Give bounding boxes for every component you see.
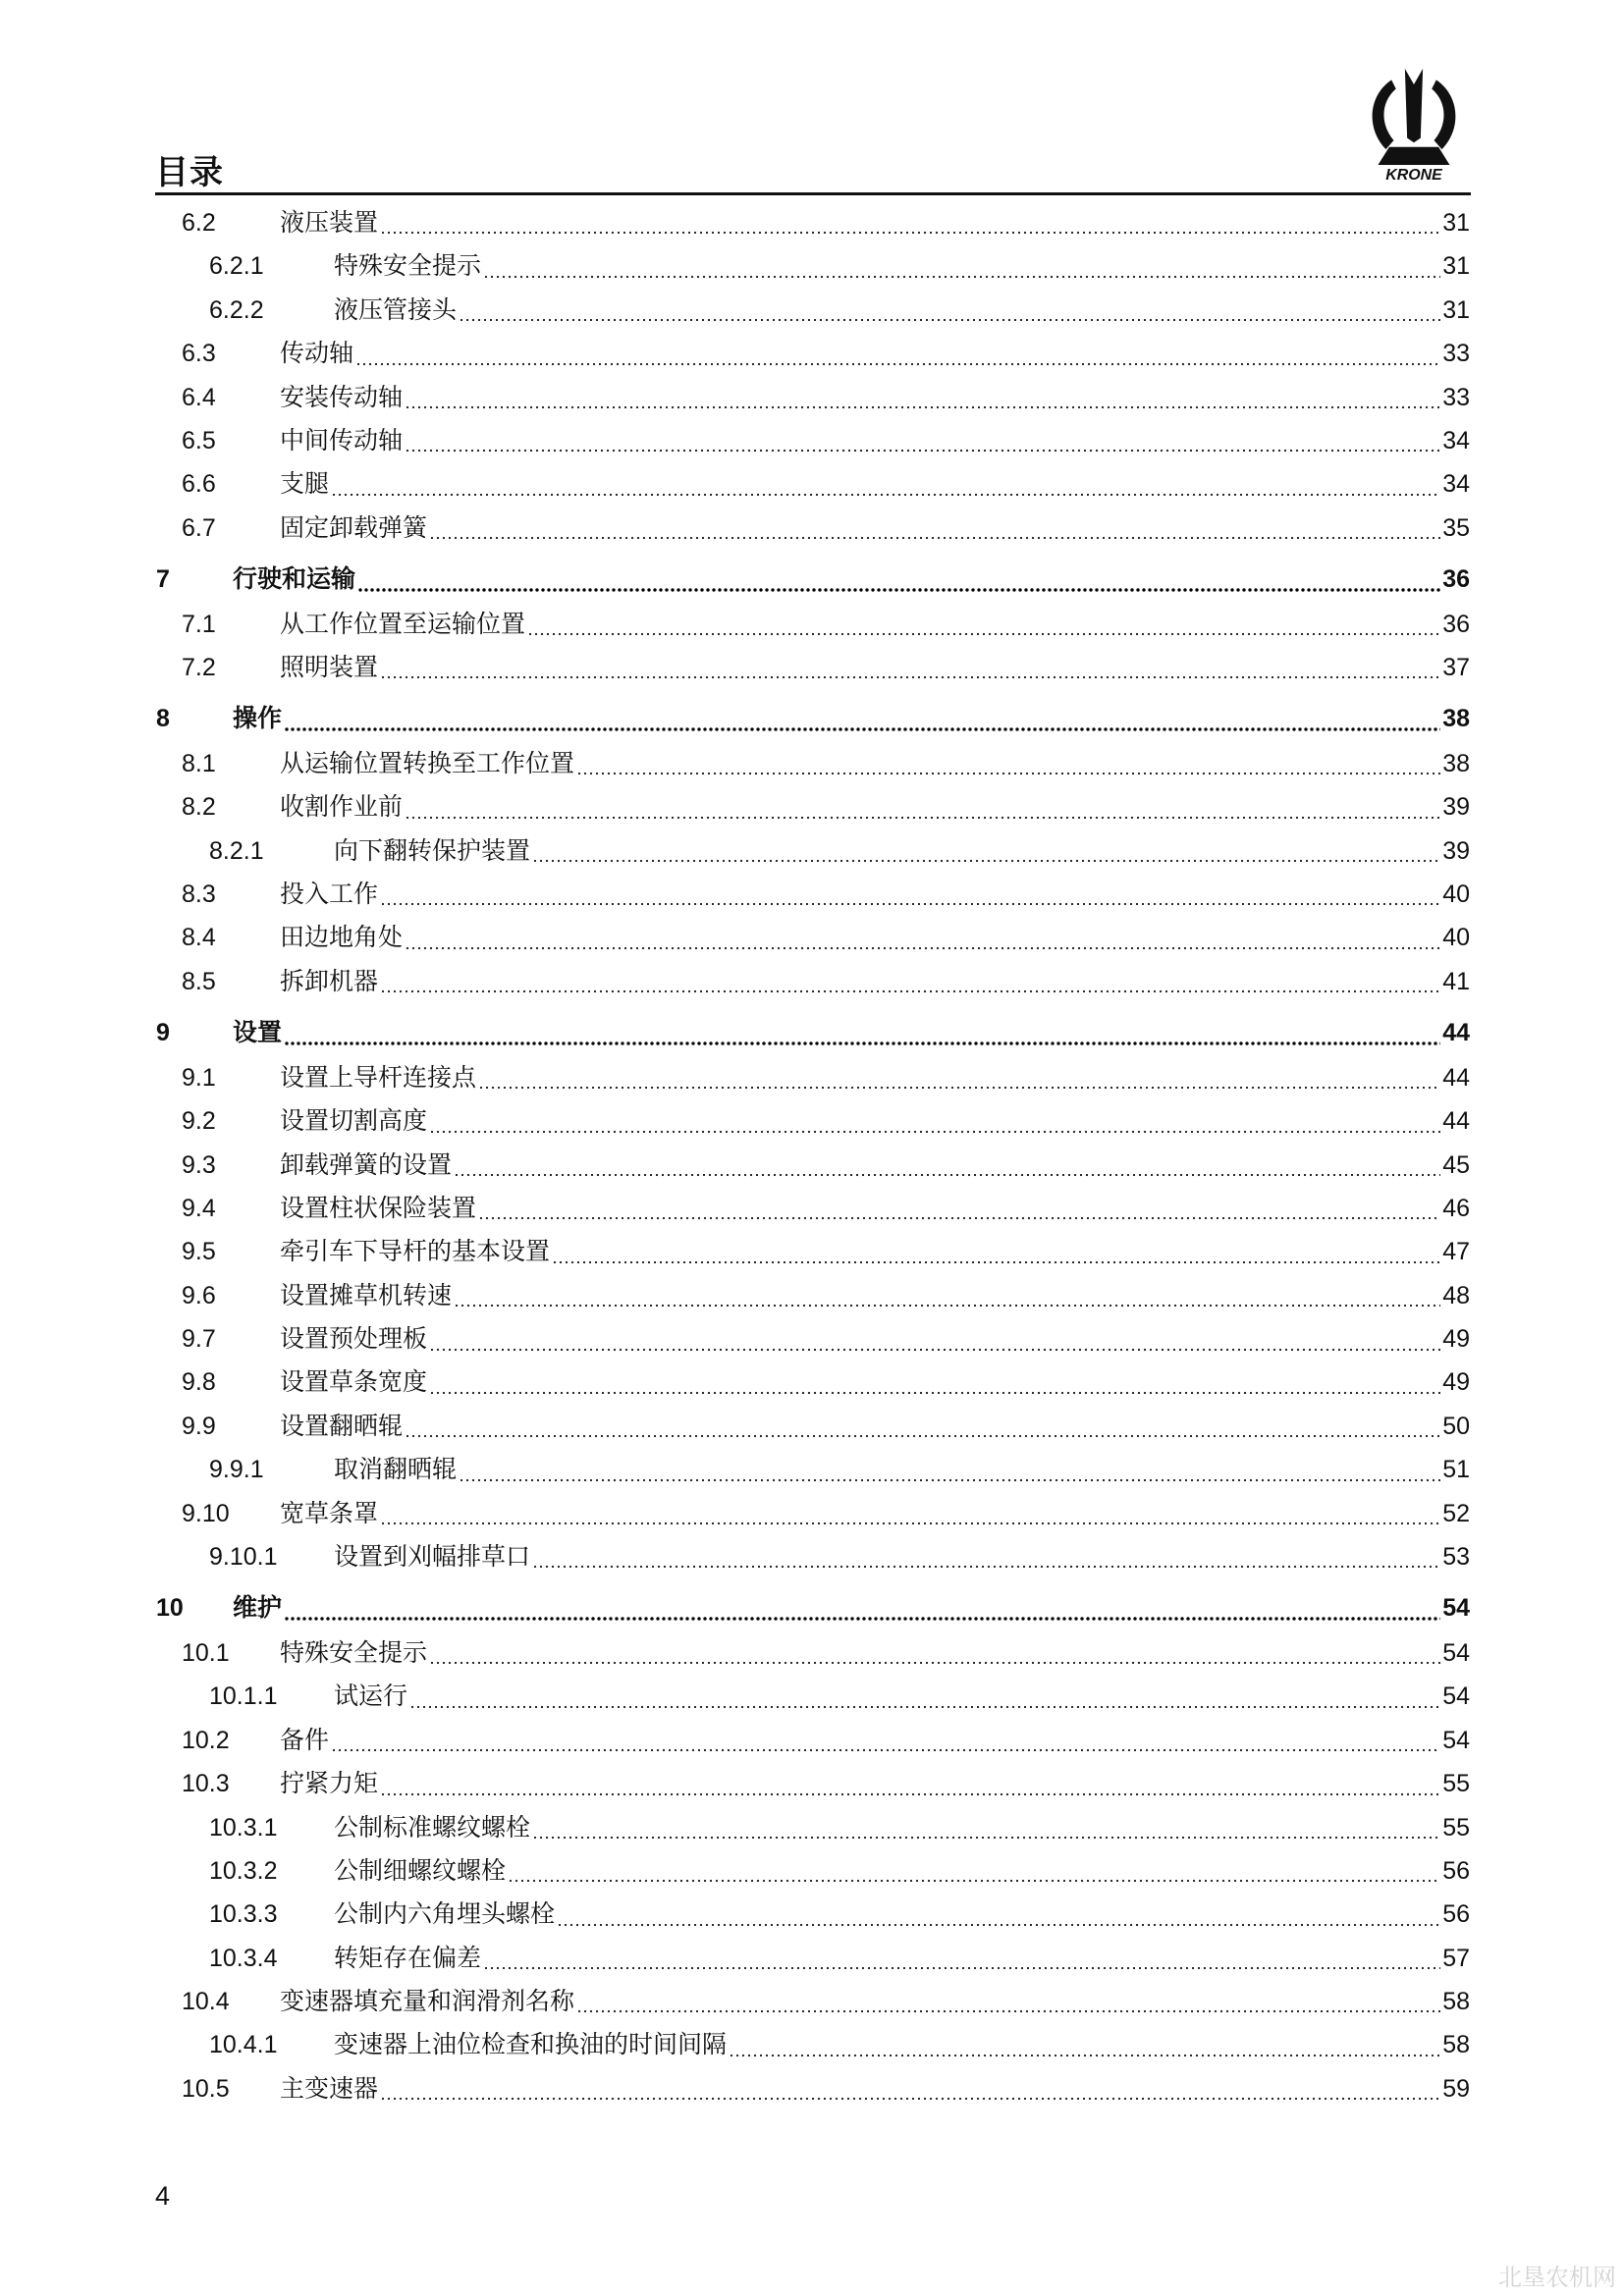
entry-title: 设置草条宽度	[280, 1368, 428, 1397]
toc-entry[interactable]	[0, 1762, 1624, 1805]
entry-title: 传动轴	[280, 340, 354, 368]
entry-line	[334, 1448, 1470, 1491]
entry-page: 54	[1442, 1638, 1470, 1667]
entry-title: 田边地角处	[280, 924, 404, 952]
dot-leader	[284, 706, 1440, 731]
entry-title: 支腿	[280, 470, 330, 499]
entry-title: 设置摊草机转速	[280, 1281, 453, 1309]
toc-entry[interactable]	[0, 1187, 1624, 1230]
entry-page: 33	[1442, 383, 1470, 411]
entry-line	[280, 1361, 1470, 1404]
entry-line	[280, 1492, 1470, 1535]
entry-title: 从运输位置转换至工作位置	[280, 749, 575, 777]
entry-line	[233, 558, 1470, 601]
toc-entry[interactable]	[0, 289, 1624, 332]
entry-title: 操作	[233, 705, 283, 733]
toc-entry[interactable]	[0, 1631, 1624, 1675]
entry-title: 设置柱状保险装置	[280, 1194, 477, 1222]
entry-line	[280, 1631, 1470, 1675]
entry-page: 33	[1442, 340, 1470, 368]
dot-leader	[552, 1239, 1440, 1264]
entry-title: 拧紧力矩	[280, 1770, 379, 1798]
entry-page: 57	[1442, 1944, 1470, 1972]
dot-leader	[576, 1988, 1440, 2013]
entry-title: 牵引车下导杆的基本设置	[280, 1238, 551, 1266]
entry-number: 10.1.1	[209, 1682, 278, 1711]
entry-page: 37	[1442, 654, 1470, 682]
toc-entry[interactable]	[0, 376, 1624, 419]
entry-line	[280, 201, 1470, 244]
dot-leader	[429, 1639, 1440, 1665]
entry-number: 9.2	[182, 1107, 216, 1136]
entry-number: 10.1	[182, 1638, 230, 1667]
entry-line	[280, 1144, 1470, 1187]
page-number: 4	[155, 2181, 171, 2211]
entry-number: 9	[156, 1019, 170, 1047]
entry-number: 9.6	[182, 1281, 216, 1309]
entry-line	[280, 332, 1470, 375]
dot-leader	[284, 1595, 1440, 1621]
entry-number: 10.3.1	[209, 1813, 278, 1842]
entry-number: 9.1	[182, 1063, 216, 1092]
toc-entry[interactable]	[0, 2067, 1624, 2110]
toc-entry[interactable]	[0, 1448, 1624, 1491]
dot-leader	[380, 209, 1440, 235]
dot-leader	[380, 1500, 1440, 1525]
krone-logo	[1358, 69, 1470, 181]
entry-number: 9.8	[182, 1368, 216, 1397]
dot-leader	[478, 1195, 1440, 1220]
entry-page: 58	[1442, 2031, 1470, 2059]
toc-entry[interactable]	[0, 1361, 1624, 1404]
entry-number: 10.2	[182, 1726, 230, 1754]
entry-title: 备件	[280, 1726, 330, 1754]
toc-entry[interactable]	[0, 201, 1624, 244]
dot-leader	[527, 611, 1440, 636]
entry-page: 35	[1442, 513, 1470, 542]
entry-page: 47	[1442, 1238, 1470, 1266]
dot-leader	[459, 1457, 1440, 1482]
dot-leader	[532, 837, 1440, 863]
entry-page: 36	[1442, 610, 1470, 638]
entry-page: 38	[1442, 705, 1470, 733]
toc-entry[interactable]	[0, 1144, 1624, 1187]
entry-page: 52	[1442, 1499, 1470, 1527]
dot-leader	[508, 1857, 1440, 1883]
entry-title: 设置	[233, 1019, 283, 1047]
entry-title: 设置到刈幅排草口	[334, 1543, 531, 1572]
entry-line	[334, 2023, 1470, 2066]
toc-entry[interactable]	[0, 1230, 1624, 1273]
entry-title: 特殊安全提示	[280, 1638, 428, 1667]
entry-line	[280, 1056, 1470, 1099]
entry-line	[233, 697, 1470, 740]
toc-entry[interactable]	[0, 1535, 1624, 1578]
entry-line	[334, 829, 1470, 873]
toc-entry[interactable]	[0, 1274, 1624, 1317]
entry-number: 6.6	[182, 470, 216, 499]
dot-leader	[355, 341, 1440, 366]
entry-line	[280, 507, 1470, 550]
entry-page: 31	[1442, 295, 1470, 324]
entry-title: 转矩存在偏差	[334, 1944, 482, 1972]
entry-title: 取消翻晒辊	[334, 1456, 458, 1484]
toc-entry[interactable]	[0, 1719, 1624, 1762]
dot-leader	[459, 296, 1440, 322]
entry-page: 31	[1442, 252, 1470, 281]
entry-title: 固定卸载弹簧	[280, 513, 428, 542]
toc-entry[interactable]	[0, 1980, 1624, 2023]
entry-line	[233, 1586, 1470, 1629]
entry-line	[233, 1011, 1470, 1054]
entry-title: 拆卸机器	[280, 967, 379, 995]
entry-number: 10.3.3	[209, 1900, 278, 1929]
entry-title: 设置切割高度	[280, 1107, 428, 1136]
dot-leader	[380, 654, 1440, 679]
entry-title: 变速器上油位检查和换油的时间间隔	[334, 2031, 728, 2059]
entry-line	[280, 376, 1470, 419]
dot-leader	[532, 1814, 1440, 1840]
entry-number: 8.1	[182, 749, 216, 777]
entry-page: 40	[1442, 924, 1470, 952]
toc-entry[interactable]	[0, 829, 1624, 873]
entry-line	[334, 1675, 1470, 1718]
dot-leader	[331, 1727, 1440, 1752]
toc-entry[interactable]	[0, 960, 1624, 1003]
toc-entry[interactable]	[0, 332, 1624, 375]
entry-title: 液压管接头	[334, 295, 458, 324]
entry-line	[334, 1937, 1470, 1980]
entry-number: 6.2.1	[209, 252, 264, 281]
entry-page: 39	[1442, 793, 1470, 822]
entry-number: 6.4	[182, 383, 216, 411]
toc-entry[interactable]	[0, 244, 1624, 288]
entry-page: 56	[1442, 1900, 1470, 1929]
entry-page: 50	[1442, 1412, 1470, 1440]
watermark: 北垦农机网	[1498, 2265, 1616, 2291]
toc-entry[interactable]	[0, 1893, 1624, 1936]
entry-number: 9.9	[182, 1412, 216, 1440]
entry-line	[280, 1762, 1470, 1805]
dot-leader	[380, 968, 1440, 993]
entry-title: 公制内六角埋头螺栓	[334, 1900, 556, 1929]
entry-line	[334, 1535, 1470, 1578]
header-rule	[155, 192, 1471, 195]
dot-leader	[405, 427, 1440, 453]
entry-number: 9.10.1	[209, 1543, 278, 1572]
entry-page: 51	[1442, 1456, 1470, 1484]
entry-page: 54	[1442, 1682, 1470, 1711]
entry-page: 40	[1442, 881, 1470, 909]
dot-leader	[405, 925, 1440, 950]
dot-leader	[380, 881, 1440, 906]
entry-page: 49	[1442, 1325, 1470, 1354]
entry-line	[280, 1719, 1470, 1762]
entry-title: 从工作位置至运输位置	[280, 610, 526, 638]
dot-leader	[429, 1108, 1440, 1134]
entry-number: 8.4	[182, 924, 216, 952]
dot-leader	[357, 566, 1440, 592]
entry-title: 变速器填充量和润滑剂名称	[280, 1988, 575, 2016]
entry-line	[334, 1893, 1470, 1936]
toc-entry[interactable]	[0, 2023, 1624, 2066]
dot-leader	[557, 1901, 1440, 1927]
toc-chapter-entry[interactable]	[0, 697, 1624, 742]
dot-leader	[483, 253, 1440, 279]
dot-leader	[429, 514, 1440, 540]
entry-title: 安装传动轴	[280, 383, 404, 411]
dot-leader	[483, 1945, 1440, 1970]
dot-leader	[729, 2032, 1440, 2057]
entry-line	[280, 646, 1470, 689]
entry-number: 8.2	[182, 793, 216, 822]
dot-leader	[405, 794, 1440, 820]
entry-number: 10	[156, 1594, 184, 1623]
entry-line	[334, 289, 1470, 332]
entry-line	[280, 1980, 1470, 2023]
entry-page: 56	[1442, 1856, 1470, 1885]
entry-number: 10.3.4	[209, 1944, 278, 1972]
entry-title: 宽草条罩	[280, 1499, 379, 1527]
entry-line	[280, 1187, 1470, 1230]
entry-page: 44	[1442, 1063, 1470, 1092]
toc-entry[interactable]	[0, 916, 1624, 959]
entry-line	[280, 1317, 1470, 1361]
toc-entry[interactable]	[0, 1806, 1624, 1849]
entry-title: 试运行	[334, 1682, 408, 1711]
dot-leader	[454, 1151, 1440, 1177]
entry-line	[280, 2067, 1470, 2110]
entry-number: 9.5	[182, 1238, 216, 1266]
entry-page: 53	[1442, 1543, 1470, 1572]
entry-line	[280, 419, 1470, 462]
entry-number: 7.1	[182, 610, 216, 638]
toc-entry[interactable]	[0, 785, 1624, 828]
entry-page: 41	[1442, 967, 1470, 995]
entry-number: 8	[156, 705, 170, 733]
entry-number: 8.3	[182, 881, 216, 909]
entry-page: 45	[1442, 1150, 1470, 1179]
entry-title: 主变速器	[280, 2074, 379, 2103]
dot-leader	[405, 384, 1440, 409]
page-title: 目录	[155, 154, 224, 191]
toc-entry[interactable]	[0, 1317, 1624, 1361]
entry-number: 10.4.1	[209, 2031, 278, 2059]
entry-title: 中间传动轴	[280, 426, 404, 454]
entry-number: 7.2	[182, 654, 216, 682]
entry-number: 6.2	[182, 209, 216, 237]
entry-number: 10.4	[182, 1988, 230, 2016]
toc-entry[interactable]	[0, 1056, 1624, 1099]
entry-number: 10.5	[182, 2074, 230, 2103]
entry-number: 9.4	[182, 1194, 216, 1222]
entry-title: 照明装置	[280, 654, 379, 682]
entry-page: 55	[1442, 1813, 1470, 1842]
entry-page: 59	[1442, 2074, 1470, 2103]
entry-page: 55	[1442, 1770, 1470, 1798]
entry-page: 58	[1442, 1988, 1470, 2016]
toc-entry[interactable]	[0, 462, 1624, 506]
entry-line	[334, 1806, 1470, 1849]
entry-line	[280, 1274, 1470, 1317]
toc-chapter-entry[interactable]	[0, 1011, 1624, 1056]
dot-leader	[576, 750, 1440, 775]
entry-page: 46	[1442, 1194, 1470, 1222]
entry-line	[280, 603, 1470, 646]
entry-page: 39	[1442, 836, 1470, 865]
entry-title: 卸载弹簧的设置	[280, 1150, 453, 1179]
entry-line	[280, 960, 1470, 1003]
entry-number: 9.10	[182, 1499, 230, 1527]
entry-page: 48	[1442, 1281, 1470, 1309]
entry-page: 54	[1442, 1726, 1470, 1754]
entry-number: 10.3.2	[209, 1856, 278, 1885]
entry-number: 10.3	[182, 1770, 230, 1798]
dot-leader	[331, 471, 1440, 497]
table-of-contents	[0, 201, 1624, 2110]
entry-title: 公制标准螺纹螺栓	[334, 1813, 531, 1842]
toc-entry[interactable]	[0, 873, 1624, 916]
entry-line	[280, 916, 1470, 959]
entry-page: 44	[1442, 1019, 1470, 1047]
entry-number: 6.2.2	[209, 295, 264, 324]
dot-leader	[380, 1771, 1440, 1796]
entry-title: 维护	[233, 1594, 283, 1623]
toc-entry[interactable]	[0, 1675, 1624, 1718]
entry-title: 行驶和运输	[233, 565, 356, 594]
dot-leader	[429, 1369, 1440, 1395]
entry-title: 向下翻转保护装置	[334, 836, 531, 865]
toc-entry[interactable]	[0, 1405, 1624, 1448]
entry-number: 6.3	[182, 340, 216, 368]
toc-chapter-entry[interactable]	[0, 1586, 1624, 1631]
entry-line	[280, 1230, 1470, 1273]
dot-leader	[532, 1543, 1440, 1569]
entry-line	[280, 873, 1470, 916]
entry-title: 设置翻晒辊	[280, 1412, 404, 1440]
entry-number: 9.9.1	[209, 1456, 264, 1484]
entry-number: 9.7	[182, 1325, 216, 1354]
svg-text:KRONE: KRONE	[1385, 166, 1442, 181]
entry-line	[280, 785, 1470, 828]
toc-entry[interactable]	[0, 507, 1624, 550]
entry-line	[280, 742, 1470, 785]
entry-number: 8.5	[182, 967, 216, 995]
dot-leader	[478, 1064, 1440, 1090]
entry-number: 7	[156, 565, 170, 594]
entry-line	[280, 1405, 1470, 1448]
entry-number: 6.5	[182, 426, 216, 454]
dot-leader	[284, 1020, 1440, 1045]
dot-leader	[409, 1683, 1440, 1709]
dot-leader	[429, 1326, 1440, 1352]
entry-page: 49	[1442, 1368, 1470, 1397]
entry-page: 36	[1442, 565, 1470, 594]
entry-number: 8.2.1	[209, 836, 264, 865]
toc-chapter-entry[interactable]	[0, 558, 1624, 603]
entry-page: 44	[1442, 1107, 1470, 1136]
entry-title: 投入工作	[280, 881, 379, 909]
entry-page: 31	[1442, 209, 1470, 237]
toc-entry[interactable]	[0, 1937, 1624, 1980]
entry-page: 34	[1442, 426, 1470, 454]
entry-number: 6.7	[182, 513, 216, 542]
entry-title: 公制细螺纹螺栓	[334, 1856, 507, 1885]
dot-leader	[454, 1282, 1440, 1308]
entry-page: 34	[1442, 470, 1470, 499]
entry-line	[280, 462, 1470, 506]
entry-title: 设置预处理板	[280, 1325, 428, 1354]
entry-page: 38	[1442, 749, 1470, 777]
toc-entry[interactable]	[0, 419, 1624, 462]
entry-title: 设置上导杆连接点	[280, 1063, 477, 1092]
entry-title: 收割作业前	[280, 793, 404, 822]
entry-title: 特殊安全提示	[334, 252, 482, 281]
entry-page: 54	[1442, 1594, 1470, 1623]
toc-entry[interactable]	[0, 1492, 1624, 1535]
entry-number: 9.3	[182, 1150, 216, 1179]
entry-line	[334, 1849, 1470, 1893]
dot-leader	[380, 2075, 1440, 2101]
dot-leader	[405, 1413, 1440, 1438]
toc-entry[interactable]	[0, 1849, 1624, 1893]
toc-entry[interactable]	[0, 1099, 1624, 1143]
toc-entry[interactable]	[0, 646, 1624, 689]
entry-line	[280, 1099, 1470, 1143]
toc-entry[interactable]	[0, 603, 1624, 646]
toc-entry[interactable]	[0, 742, 1624, 785]
entry-title: 液压装置	[280, 209, 379, 237]
entry-line	[334, 244, 1470, 288]
